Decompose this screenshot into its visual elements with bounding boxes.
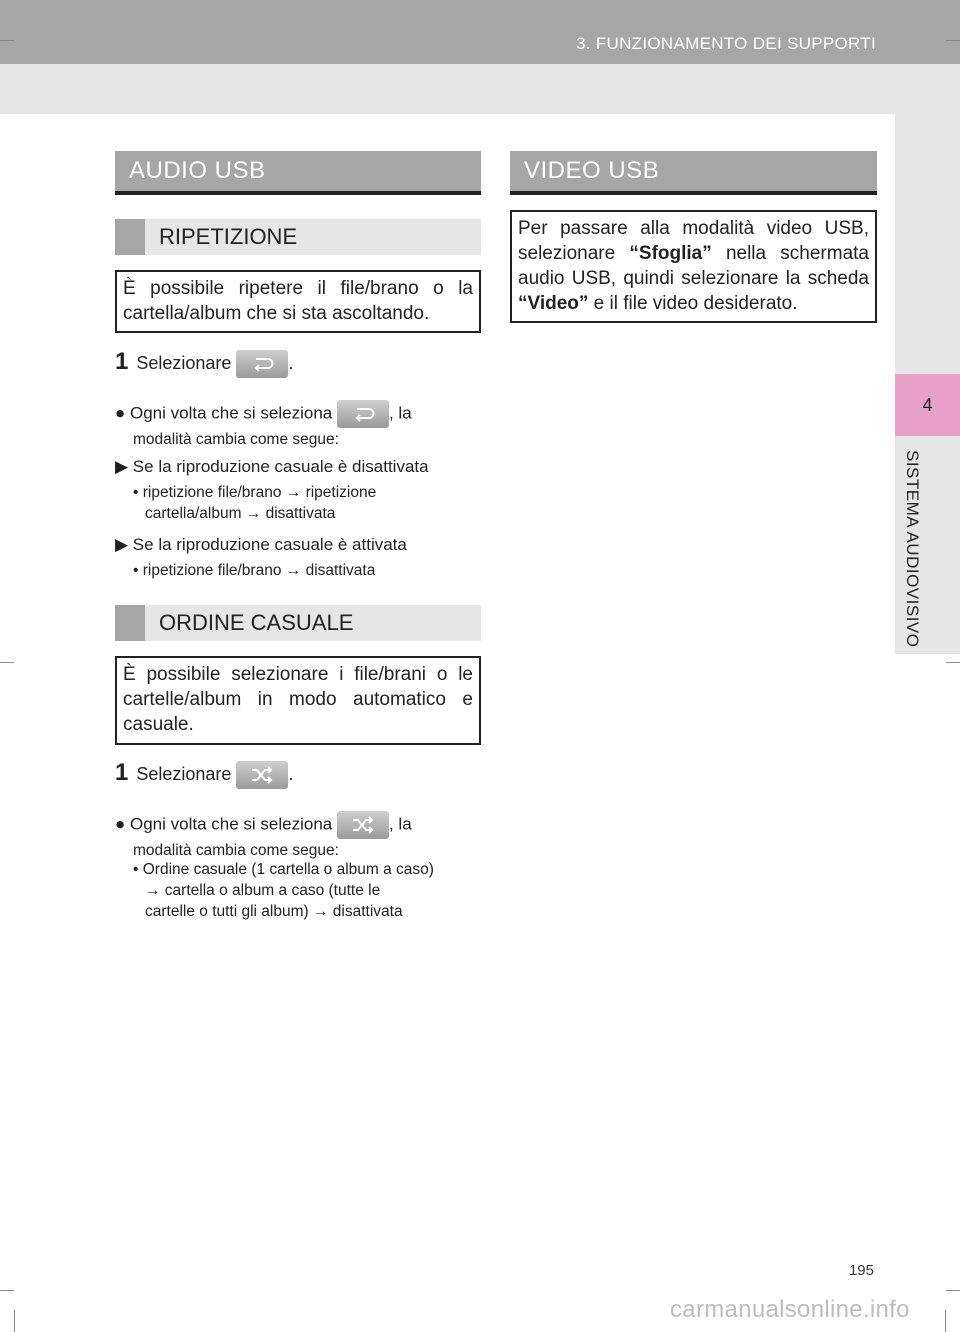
shuffle-icon[interactable] — [337, 811, 389, 839]
crop-mark — [0, 40, 14, 41]
shuffle-bullet: ● Ogni volta che si seleziona , la modalità cambia come segue: — [115, 811, 481, 861]
repeat-case-2-detail: • ripetizione file/brano → disattivata — [133, 562, 376, 579]
crop-mark — [946, 662, 960, 663]
chapter-tab: 4 — [895, 374, 960, 436]
shuffle-step: 1 Selezionare . — [115, 759, 293, 789]
chapter-tab-label: SISTEMA AUDIOVISIVO — [903, 450, 922, 648]
repeat-icon[interactable] — [337, 400, 389, 428]
audio-usb-heading: AUDIO USB — [115, 151, 481, 195]
repeat-step: 1 Selezionare . — [115, 348, 293, 378]
repeat-bullet: ● Ogni volta che si seleziona , la modalità cambia come segue: — [115, 400, 481, 450]
repeat-case-2: ▶ Se la riproduzione casuale è attivata — [115, 535, 407, 554]
crop-mark — [0, 662, 14, 663]
crop-mark — [14, 1310, 15, 1332]
repeat-subheading: RIPETIZIONE — [115, 219, 481, 255]
watermark: carmanualsonline.info — [670, 1296, 910, 1323]
chapter-title: 3. FUNZIONAMENTO DEI SUPPORTI — [576, 34, 876, 53]
repeat-icon[interactable] — [236, 350, 288, 378]
repeat-info-box: È possibile ripetere il file/brano o la cartella/album che si sta ascoltando. — [115, 270, 481, 333]
header-bar — [0, 0, 960, 64]
crop-mark — [946, 40, 960, 41]
repeat-case-1: ▶ Se la riproduzione casuale è disattivata — [115, 457, 429, 476]
crop-mark — [0, 1290, 14, 1291]
shuffle-subheading: ORDINE CASUALE — [115, 605, 481, 641]
crop-mark — [945, 1310, 946, 1332]
video-info-box: Per passare alla modalità video USB, selezionare “Sfoglia” nella schermata audio USB, quindi selezionare la scheda “Video” e il file video desiderato. — [510, 210, 877, 323]
shuffle-info-box: È possibile selezionare i file/brani o le cartelle/album in modo automatico e casuale. — [115, 656, 481, 745]
shuffle-detail: • Ordine casuale (1 cartella o album a caso) → cartella o album a caso (tutte le cartelle o tutti gli album) → disattivata — [133, 861, 434, 920]
shuffle-icon[interactable] — [236, 761, 288, 789]
crop-mark — [946, 1290, 960, 1291]
header-band — [0, 64, 960, 114]
page-number: 195 — [848, 1262, 874, 1279]
repeat-case-1-detail: • ripetizione file/brano → ripetizione cartella/album → disattivata — [133, 484, 377, 522]
video-usb-heading: VIDEO USB — [510, 151, 877, 195]
